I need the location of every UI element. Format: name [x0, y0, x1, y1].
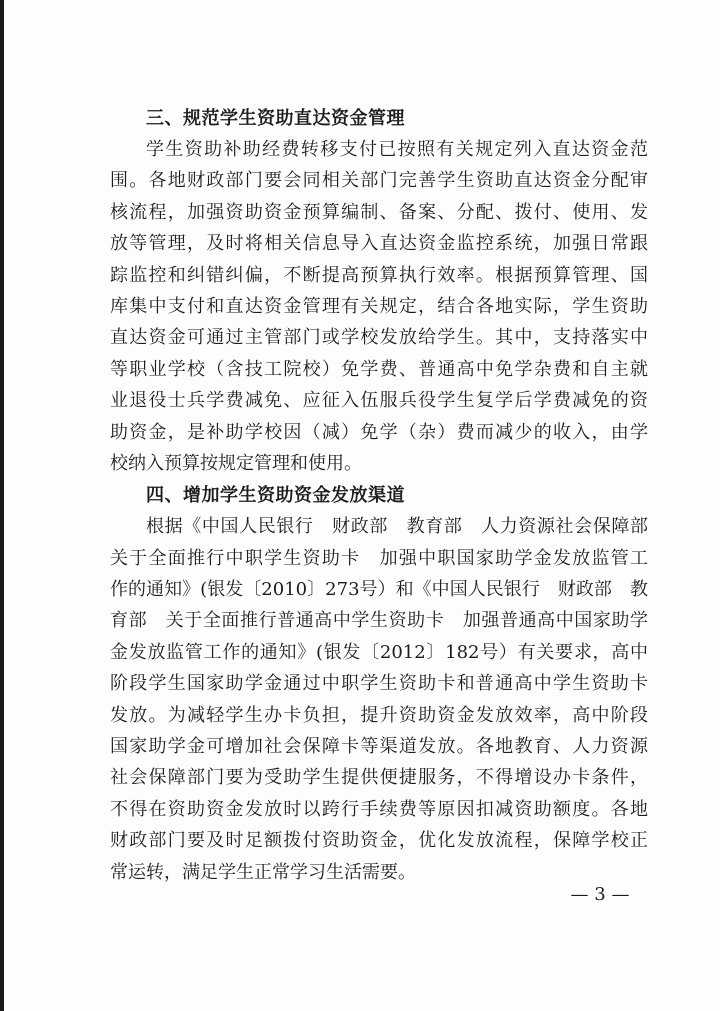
- section-3: [110, 104, 648, 479]
- paragraph-line: 发放。为减轻学生办卡负担，提升资助资金发放效率，高中阶段: [110, 704, 648, 726]
- page-number: — 3 —: [570, 884, 630, 905]
- paragraph-line: 常运转，满足学生正常学习生活需要。: [110, 861, 416, 883]
- paragraph-line: 助资金，是补助学校因（减）免学（杂）费而减少的收入，由学: [110, 421, 648, 443]
- section-4-paragraph: [110, 511, 648, 888]
- section-3-paragraph: [110, 134, 648, 479]
- section-4-heading: 四、增加学生资助资金发放渠道: [146, 485, 405, 507]
- paragraph-line: 库集中支付和直达资金管理有关规定，结合各地实际，学生资助: [110, 295, 648, 317]
- paragraph-line: 直达资金可通过主管部门或学校发放给学生。其中，支持落实中: [110, 327, 648, 349]
- paragraph-line: 阶段学生国家助学金通过中职学生资助卡和普通高中学生资助卡: [110, 673, 648, 695]
- paragraph-line: 财政部门要及时足额拨付资助资金，优化发放流程，保障学校正: [110, 830, 648, 852]
- section-3-heading: 三、规范学生资助直达资金管理: [146, 108, 405, 129]
- paragraph-line: 等职业学校（含技工院校）免学费、普通高中免学杂费和自主就: [110, 358, 648, 380]
- paragraph-line: 踪监控和纠错纠偏，不断提高预算执行效率。根据预算管理、国: [110, 264, 648, 286]
- paragraph-line: 关于全面推行中职学生资助卡 加强中职国家助学金发放监管工: [110, 547, 648, 569]
- paragraph-line: 业退役士兵学费减免、应征入伍服兵役学生复学后学费减免的资: [110, 390, 648, 412]
- paragraph-line: 核流程，加强资助资金预算编制、备案、分配、拨付、使用、发: [110, 201, 648, 223]
- paragraph-line: 根据《中国人民银行 财政部 教育部 人力资源社会保障部: [146, 516, 648, 538]
- paragraph-line: 金发放监管工作的通知》(银发〔2012〕182号）有关要求，高中: [110, 641, 648, 663]
- section-4: [110, 481, 648, 888]
- scan-edge-shadow: [0, 0, 4, 1011]
- paragraph-line: 不得在资助资金发放时以跨行手续费等原因扣减资助额度。各地: [110, 798, 648, 820]
- paragraph-line: 国家助学金可增加社会保障卡等渠道发放。各地教育、人力资源: [110, 736, 648, 758]
- paragraph-line: 学生资助补助经费转移支付已按照有关规定列入直达资金范: [146, 139, 648, 160]
- paragraph-line: 作的通知》(银发〔2010〕273号）和《中国人民银行 财政部 教: [110, 579, 648, 601]
- paragraph-line: 校纳入预算按规定管理和使用。: [110, 452, 362, 474]
- paragraph-line: 社会保障部门要为受助学生提供便捷服务，不得增设办卡条件，: [110, 767, 648, 789]
- paragraph-line: 围。各地财政部门要会同相关部门完善学生资助直达资金分配审: [110, 170, 648, 192]
- document-body: [110, 104, 648, 888]
- paragraph-line: 放等管理，及时将相关信息导入直达资金监控系统，加强日常跟: [110, 233, 648, 255]
- paragraph-line: 育部 关于全面推行普通高中学生资助卡 加强普通高中国家助学: [110, 610, 648, 632]
